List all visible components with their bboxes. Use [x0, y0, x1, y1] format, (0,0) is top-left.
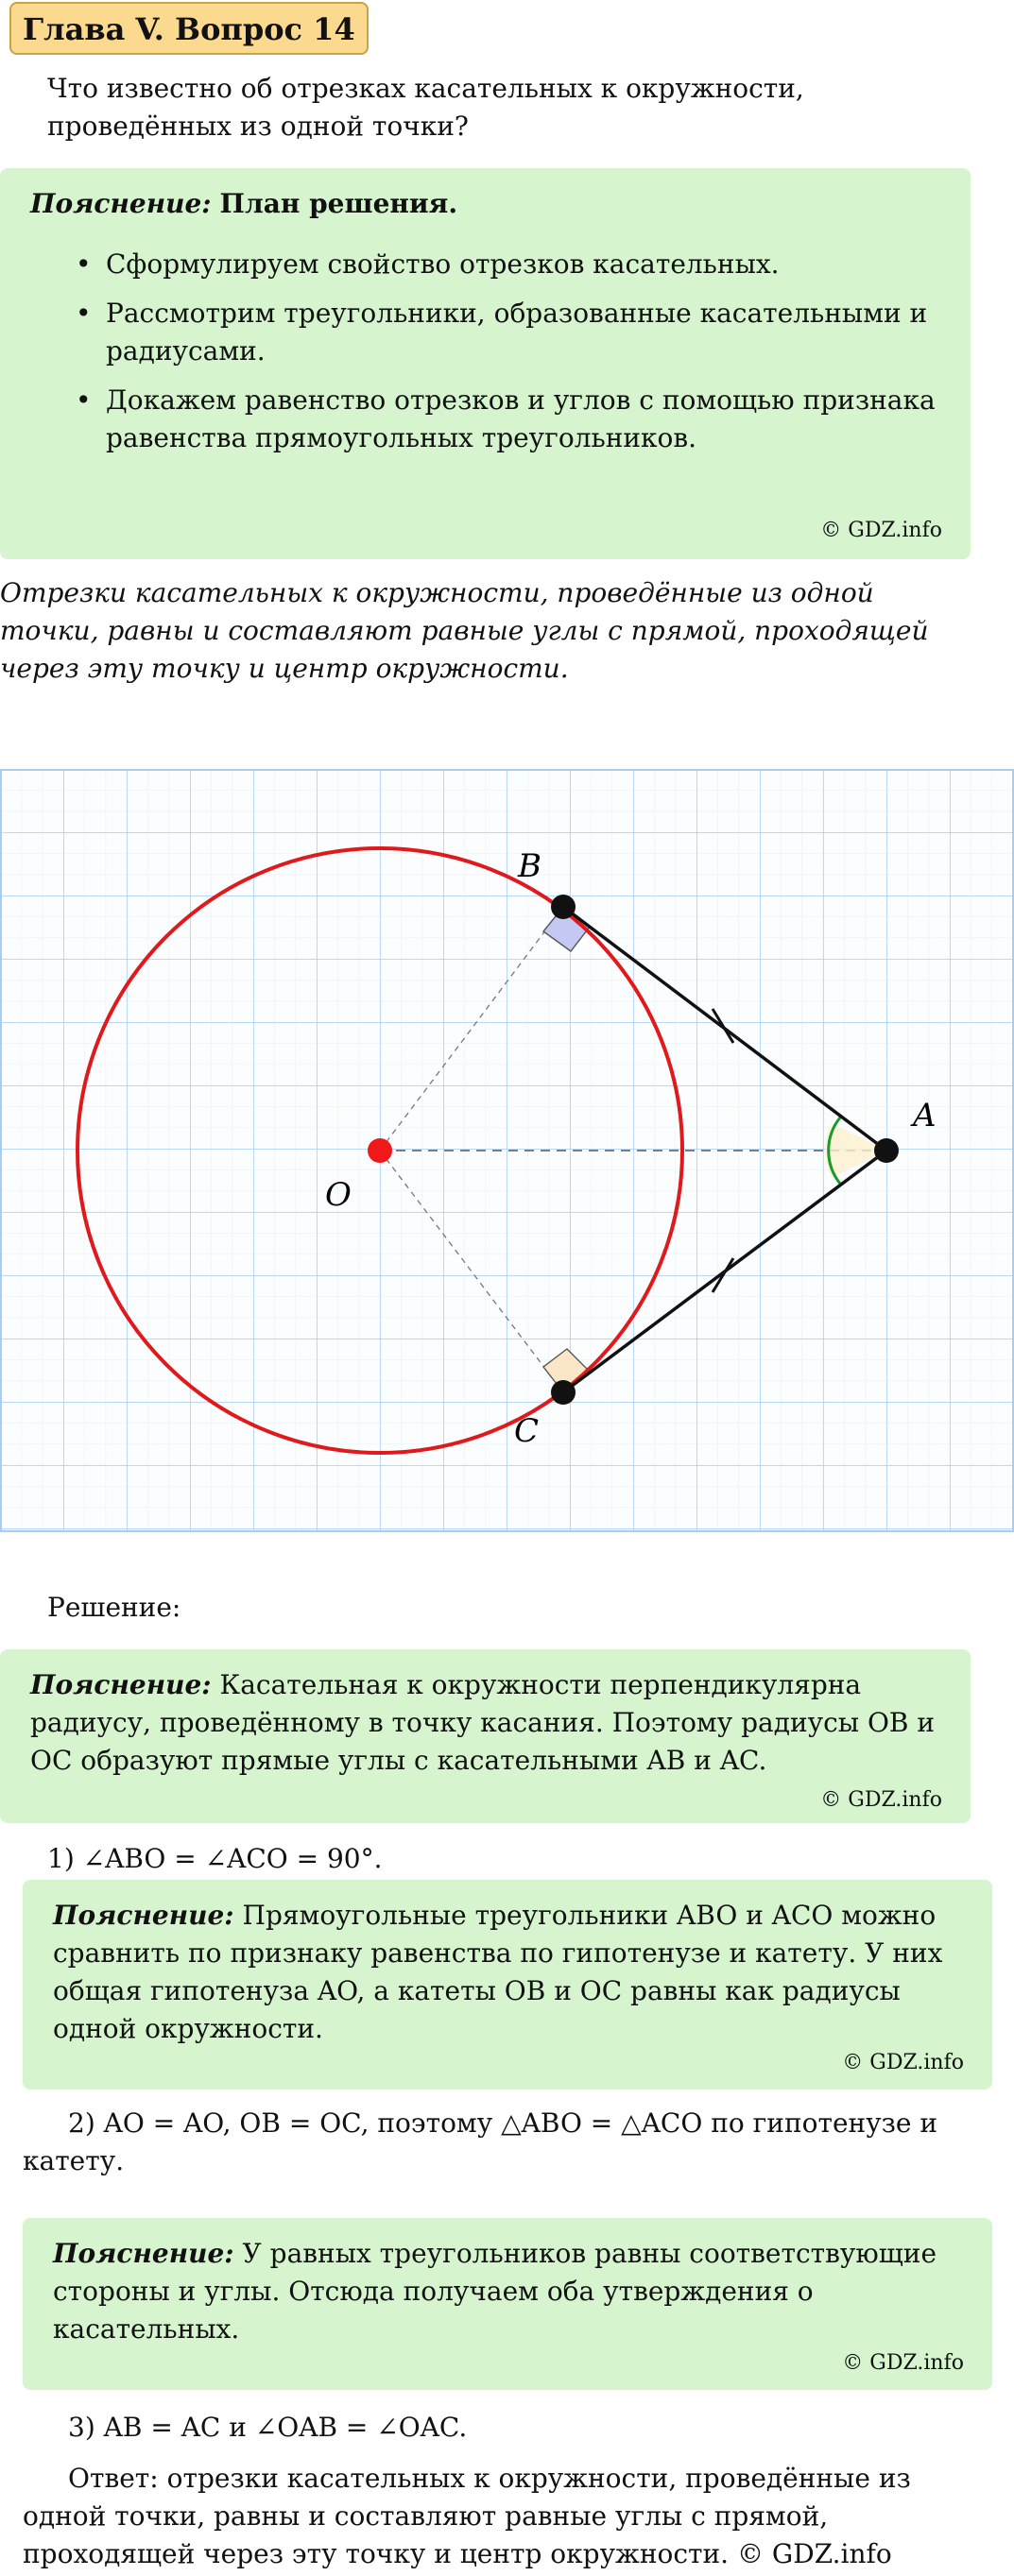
copyright: © GDZ.info: [820, 1788, 942, 1812]
label-o: O: [325, 1176, 352, 1214]
plan-label: Пояснение:: [30, 188, 212, 219]
step-3: 3) AB = AC и ∠OAB = ∠OAC.: [68, 2412, 468, 2443]
solution-label: Решение:: [47, 1592, 181, 1623]
point-c: [551, 1380, 576, 1405]
note2-label: Пояснение:: [53, 1900, 234, 1931]
copyright: © GDZ.info: [842, 2351, 964, 2375]
answer: Ответ: отрезки касательных к окружности, проведённые из одной точки, равны и составляют равные углы с прямой, проходящей через эту точку и центр окружности. © GDZ.info: [23, 2463, 911, 2569]
question-text: [47, 70, 992, 145]
copyright: © GDZ.info: [842, 2051, 964, 2074]
copyright: © GDZ.info: [820, 519, 942, 542]
step-2: 2) AO = AO, OB = OC, поэтому △ABO = △ACO по гипотенузе и катету.: [23, 2107, 938, 2176]
label-b: B: [518, 847, 541, 885]
plan-list: [30, 246, 937, 469]
point-b: [551, 895, 576, 919]
note-box-1: [0, 1649, 971, 1823]
label-a: A: [913, 1097, 937, 1134]
label-c: C: [514, 1412, 540, 1450]
page-title: Глава V. Вопрос 14: [9, 2, 369, 55]
point-o: [368, 1138, 392, 1163]
list-item: • Рассмотрим треугольники, образованные касательными и радиусами.: [76, 298, 928, 367]
list-item: • Докажем равенство отрезков и углов с помощью признака равенства прямоугольных треугольников.: [76, 384, 936, 453]
figure: [0, 769, 1014, 1532]
plan-box: [0, 168, 971, 559]
note2-text: Прямоугольные треугольники ABO и ACO можно сравнить по признаку равенства по гипотенузе и катету. У них общая гипотенуза AO, а катеты OB и OC равны как радиусы одной окружности.: [53, 1900, 943, 2044]
note-box-3: [23, 2218, 992, 2390]
note1-label: Пояснение:: [30, 1669, 212, 1700]
tangent-figure: [0, 769, 1014, 1532]
note3-text: У равных треугольников равны соответствующие стороны и углы. Отсюда получаем оба утверждения о касательных.: [53, 2238, 937, 2345]
list-item: • Сформулируем свойство отрезков касательных.: [76, 248, 780, 280]
note1-text: Касательная к окружности перпендикулярна радиусу, проведённому в точку касания. Поэтому радиусы OB и OC образуют прямые углы с касательными AB и AC.: [30, 1669, 936, 1776]
question: Что известно об отрезках касательных к окружности, проведённых из одной точки?: [47, 73, 804, 142]
step-1: 1) ∠ABO = ∠ACO = 90°.: [47, 1843, 383, 1874]
plan-heading: План решения.: [219, 188, 458, 219]
statement: Отрезки касательных к окружности, проведённые из одной точки, равны и составляют равные углы с прямой, проходящей через эту точку и центр окружности.: [0, 577, 929, 684]
point-a: [874, 1138, 899, 1163]
note-box-2: [23, 1880, 992, 2090]
note3-label: Пояснение:: [53, 2238, 234, 2269]
